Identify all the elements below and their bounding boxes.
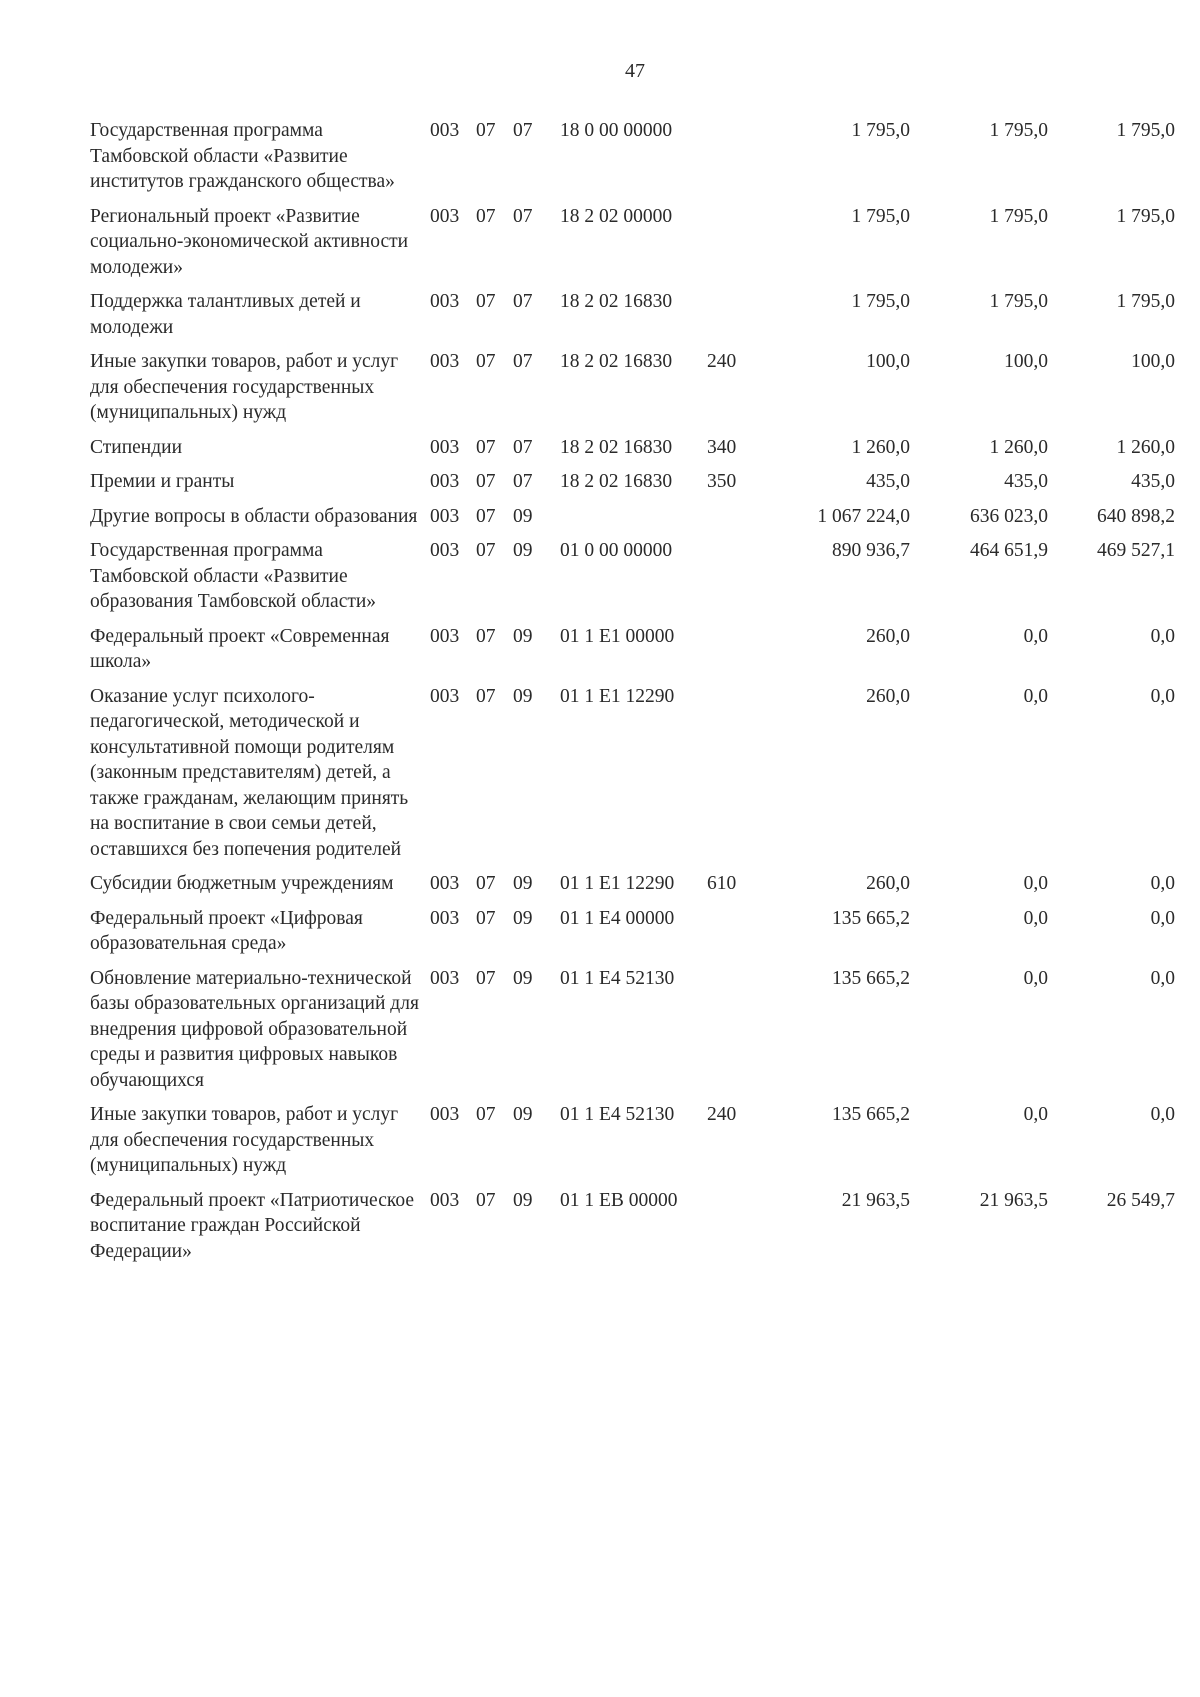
- table-row: [90, 118, 1175, 204]
- amount-year-2: 1 795,0: [989, 205, 1048, 227]
- amount-year-1: 1 795,0: [851, 120, 910, 141]
- ministry-code: 003: [430, 436, 460, 458]
- amount-year-3: 26 549,7: [1106, 1189, 1175, 1211]
- subsection-code: 09: [513, 685, 533, 707]
- target-article: 01 1 E4 52130: [560, 967, 675, 989]
- table-row: [90, 504, 1175, 539]
- row-name: Государственная программа Тамбовской области «Развитие образования Тамбовской области»: [90, 540, 377, 612]
- target-article: 18 2 02 16830: [560, 351, 673, 372]
- expense-type: 340: [707, 436, 737, 458]
- amount-year-2: 435,0: [1004, 471, 1048, 492]
- row-name: Поддержка талантливых детей и молодежи: [90, 291, 361, 338]
- ministry-code: 003: [430, 351, 460, 372]
- expense-type: [707, 624, 767, 684]
- ministry-code: 003: [430, 120, 460, 141]
- section-code: 07: [476, 967, 496, 989]
- row-name: Субсидии бюджетным учреждениям: [90, 873, 394, 894]
- row-name: Стипендии: [90, 436, 183, 458]
- subsection-code: 07: [513, 351, 533, 372]
- amount-year-3: 0,0: [1150, 873, 1175, 894]
- amount-year-2: 21 963,5: [979, 1189, 1048, 1211]
- row-name: Федеральный проект «Цифровая образовательная среда»: [90, 907, 363, 954]
- expense-type: 240: [707, 1104, 737, 1125]
- subsection-code: 09: [513, 1189, 533, 1211]
- target-article: 01 1 E4 00000: [560, 907, 675, 929]
- ministry-code: 003: [430, 1189, 460, 1211]
- row-name: Государственная программа Тамбовской области «Развитие институтов гражданского общества»: [90, 120, 395, 192]
- table-row: [90, 684, 1175, 872]
- amount-year-3: 1 795,0: [1116, 120, 1175, 141]
- subsection-code: 07: [513, 205, 533, 227]
- ministry-code: 003: [430, 205, 460, 227]
- subsection-code: 09: [513, 907, 533, 929]
- amount-year-2: 0,0: [1023, 907, 1048, 929]
- table-row: [90, 349, 1175, 435]
- subsection-code: 07: [513, 291, 533, 312]
- row-name: Обновление материально-технической базы образовательных организаций для внедрения цифровой образовательной среды и развития цифровых навыков обучающихся: [90, 967, 419, 1091]
- ministry-code: 003: [430, 540, 460, 561]
- amount-year-2: 0,0: [1023, 967, 1048, 989]
- ministry-code: 003: [430, 291, 460, 312]
- amount-year-2: 0,0: [1023, 625, 1048, 647]
- amount-year-2: 464 651,9: [970, 540, 1048, 561]
- table-row: [90, 435, 1175, 470]
- target-article: 18 2 02 16830: [560, 471, 673, 492]
- target-article: [560, 504, 707, 539]
- ministry-code: 003: [430, 625, 460, 647]
- amount-year-3: 1 260,0: [1116, 436, 1175, 458]
- expense-type: [707, 684, 767, 872]
- amount-year-3: 469 527,1: [1097, 540, 1175, 561]
- amount-year-3: 0,0: [1150, 1104, 1175, 1125]
- subsection-code: 07: [513, 436, 533, 458]
- row-name: Премии и гранты: [90, 471, 235, 492]
- row-name: Иные закупки товаров, работ и услуг для обеспечения государственных (муниципальных) нужд: [90, 1104, 399, 1176]
- amount-year-2: 0,0: [1023, 1104, 1048, 1125]
- amount-year-1: 135 665,2: [832, 907, 910, 929]
- amount-year-3: 1 795,0: [1116, 205, 1175, 227]
- expense-type: [707, 504, 767, 539]
- section-code: 07: [476, 540, 496, 561]
- row-name: Оказание услуг психолого-педагогической, методической и консультативной помощи родителям (законным представителям) детей, а также гражданам, желающим принять на воспитание в свои семьи детей, оставшихся без попечения родителей: [90, 685, 409, 860]
- ministry-code: 003: [430, 907, 460, 929]
- amount-year-2: 1 795,0: [989, 120, 1048, 141]
- amount-year-3: 0,0: [1150, 967, 1175, 989]
- ministry-code: 003: [430, 1104, 460, 1125]
- target-article: 18 2 02 16830: [560, 291, 673, 312]
- amount-year-1: 890 936,7: [832, 540, 910, 561]
- row-name: Федеральный проект «Патриотическое воспитание граждан Российской Федерации»: [90, 1189, 414, 1262]
- table-row: [90, 204, 1175, 290]
- target-article: 01 1 E1 00000: [560, 625, 675, 647]
- expense-type: [707, 538, 767, 624]
- expense-type: [707, 118, 767, 204]
- target-article: 18 2 02 00000: [560, 205, 673, 227]
- section-code: 07: [476, 120, 496, 141]
- target-article: 01 1 E1 12290: [560, 873, 675, 894]
- expense-type: 610: [707, 873, 737, 894]
- subsection-code: 07: [513, 471, 533, 492]
- amount-year-1: 100,0: [866, 351, 910, 372]
- expense-type: [707, 289, 767, 349]
- amount-year-3: 640 898,2: [1097, 505, 1175, 527]
- ministry-code: 003: [430, 505, 460, 527]
- section-code: 07: [476, 873, 496, 894]
- amount-year-3: 0,0: [1150, 625, 1175, 647]
- ministry-code: 003: [430, 873, 460, 894]
- amount-year-3: 1 795,0: [1116, 291, 1175, 312]
- table-row: [90, 469, 1175, 504]
- ministry-code: 003: [430, 471, 460, 492]
- budget-table: [90, 118, 1175, 1273]
- section-code: 07: [476, 351, 496, 372]
- row-name: Федеральный проект «Современная школа»: [90, 625, 390, 672]
- section-code: 07: [476, 471, 496, 492]
- amount-year-2: 1 795,0: [989, 291, 1048, 312]
- section-code: 07: [476, 505, 496, 527]
- amount-year-1: 135 665,2: [832, 1104, 910, 1125]
- amount-year-3: 435,0: [1131, 471, 1175, 492]
- subsection-code: 09: [513, 967, 533, 989]
- target-article: 01 1 EB 00000: [560, 1189, 678, 1211]
- section-code: 07: [476, 1104, 496, 1125]
- amount-year-1: 260,0: [866, 685, 910, 707]
- amount-year-1: 1 795,0: [851, 205, 910, 227]
- amount-year-1: 435,0: [866, 471, 910, 492]
- section-code: 07: [476, 907, 496, 929]
- table-row: [90, 538, 1175, 624]
- amount-year-1: 260,0: [866, 625, 910, 647]
- row-name: Иные закупки товаров, работ и услуг для обеспечения государственных (муниципальных) нужд: [90, 351, 399, 423]
- amount-year-2: 1 260,0: [989, 436, 1048, 458]
- amount-year-2: 636 023,0: [970, 505, 1048, 527]
- table-row: [90, 289, 1175, 349]
- table-row: [90, 1102, 1175, 1188]
- table-row: [90, 966, 1175, 1103]
- expense-type: [707, 906, 767, 966]
- amount-year-1: 1 067 224,0: [817, 505, 910, 527]
- expense-type: 350: [707, 471, 737, 492]
- ministry-code: 003: [430, 685, 460, 707]
- table-row: [90, 1188, 1175, 1274]
- section-code: 07: [476, 1189, 496, 1211]
- subsection-code: 09: [513, 625, 533, 647]
- page-number: 47: [625, 60, 645, 82]
- subsection-code: 07: [513, 120, 533, 141]
- amount-year-3: 0,0: [1150, 685, 1175, 707]
- amount-year-1: 135 665,2: [832, 967, 910, 989]
- amount-year-2: 0,0: [1023, 685, 1048, 707]
- ministry-code: 003: [430, 967, 460, 989]
- target-article: 01 1 E4 52130: [560, 1104, 675, 1125]
- amount-year-2: 100,0: [1004, 351, 1048, 372]
- subsection-code: 09: [513, 540, 533, 561]
- section-code: 07: [476, 436, 496, 458]
- section-code: 07: [476, 291, 496, 312]
- expense-type: [707, 204, 767, 290]
- expense-type: [707, 966, 767, 1103]
- target-article: 18 2 02 16830: [560, 436, 673, 458]
- amount-year-1: 1 795,0: [851, 291, 910, 312]
- amount-year-1: 1 260,0: [851, 436, 910, 458]
- table-row: [90, 871, 1175, 906]
- amount-year-3: 100,0: [1131, 351, 1175, 372]
- amount-year-1: 21 963,5: [841, 1189, 910, 1211]
- table-row: [90, 906, 1175, 966]
- expense-type: 240: [707, 351, 737, 372]
- budget-table-body: [90, 118, 1175, 1273]
- subsection-code: 09: [513, 1104, 533, 1125]
- amount-year-3: 0,0: [1150, 907, 1175, 929]
- row-name: Другие вопросы в области образования: [90, 505, 418, 527]
- target-article: 18 0 00 00000: [560, 120, 673, 141]
- subsection-code: 09: [513, 505, 533, 527]
- row-name: Региональный проект «Развитие социально-экономической активности молодежи»: [90, 205, 409, 278]
- target-article: 01 0 00 00000: [560, 540, 673, 561]
- amount-year-1: 260,0: [866, 873, 910, 894]
- subsection-code: 09: [513, 873, 533, 894]
- target-article: 01 1 E1 12290: [560, 685, 675, 707]
- section-code: 07: [476, 685, 496, 707]
- table-row: [90, 624, 1175, 684]
- amount-year-2: 0,0: [1023, 873, 1048, 894]
- expense-type: [707, 1188, 767, 1274]
- section-code: 07: [476, 205, 496, 227]
- section-code: 07: [476, 625, 496, 647]
